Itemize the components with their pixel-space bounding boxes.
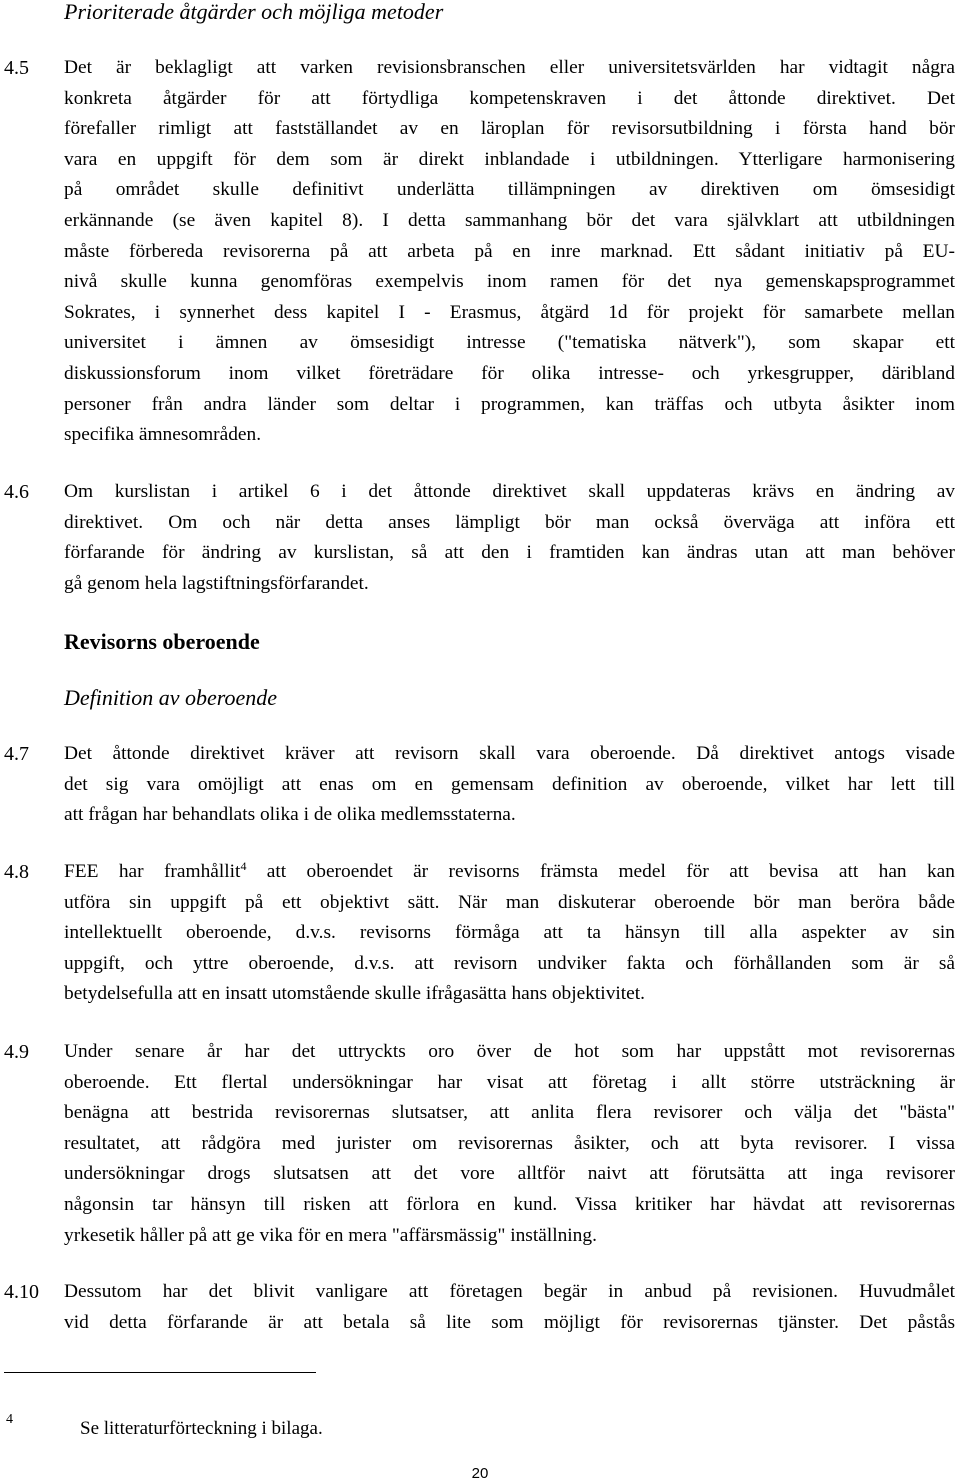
text-line: oberoende. Ett flertal undersökningar har visat att företag i allt större utsträckning är <box>64 1071 955 1093</box>
text-line: måste förbereda revisorerna på att arbeta på en inre marknad. Ett sådant initiativ på EU- <box>64 240 955 262</box>
text-line: Under senare år har det uttryckts oro över de hot som har uppstått mot revisorernas <box>64 1041 955 1062</box>
text-line: Sokrates, i synnerhet dess kapitel I - Erasmus, åtgärd 1d för projekt för samarbete mellan <box>64 301 955 323</box>
paragraph-number: 4.6 <box>4 481 29 503</box>
text-line: det sig vara omöjligt att enas om en gemensam definition av oberoende, vilket har lett till <box>64 773 955 795</box>
text-line: nivå skulle kunna genomföras exempelvis inom ramen för det nya gemenskapsprogrammet <box>64 271 955 293</box>
text-line: på området skulle definitivt underlätta tillämpningen av direktiven om ömsesidigt <box>64 179 955 201</box>
footnote-reference: 4 <box>240 859 247 873</box>
paragraph-text <box>64 739 955 831</box>
text-line: undersökningar drogs slutsatsen att det vore alltför naivt att förutsätta att inga revisorer <box>64 1163 955 1185</box>
page-number: 20 <box>471 1465 489 1482</box>
text-line: diskussionsforum inom vilket företrädare för olika intresse- och yrkesgrupper, däribland <box>64 362 955 384</box>
text-line: någonsin tar hänsyn till risken att förlora en kund. Vissa kritiker har hävdat att revisorernas <box>64 1193 955 1215</box>
paragraph-text <box>64 53 955 451</box>
paragraph-text <box>64 1277 955 1338</box>
text-line: intellektuellt oberoende, d.v.s. revisorns förmåga att ta hänsyn till alla aspekter av sin <box>64 922 955 944</box>
text-fragment: att oberoendet är revisorns främsta medel för att bevisa att han kan <box>246 861 955 882</box>
text-line: förefaller rimligt att fastställandet av en läroplan för revisorsutbildning i första hand bör <box>64 118 955 140</box>
text-line: universitet i ämnen av ömsesidigt intresse ("tematiska nätverk"), som skapar ett <box>64 332 955 354</box>
text-line: Om kurslistan i artikel 6 i det åttonde direktivet skall uppdateras krävs en ändring av <box>64 481 955 502</box>
footnote-text: Se litteraturförteckning i bilaga. <box>80 1418 323 1439</box>
paragraph-text <box>64 477 955 599</box>
text-line: erkännande (se även kapitel 8). I detta sammanhang bör det vara självklart att utbildningen <box>64 209 955 231</box>
text-line: att frågan har behandlats olika i de olika medlemsstaterna. <box>64 804 516 826</box>
subheading-definition: Definition av oberoende <box>64 685 278 710</box>
paragraph-text <box>64 1037 955 1251</box>
text-line: betydelsefulla att en insatt utomstående skulle ifrågasätta hans objektivitet. <box>64 983 646 1005</box>
paragraph-number: 4.7 <box>4 743 29 765</box>
footnote-separator <box>4 1372 316 1373</box>
text-line: resultatet, att rådgöra med jurister om revisorernas åsikter, och att byta revisorer. I vissa <box>64 1132 955 1154</box>
paragraph-number: 4.5 <box>4 57 29 79</box>
text-line: Det är beklagligt att varken revisionsbranschen eller universitetsvärlden har vidtagit några <box>64 57 955 78</box>
paragraph-number: 4.9 <box>4 1041 29 1063</box>
text-line: Dessutom har det blivit vanligare att företagen begär in anbud på revisionen. Huvudmålet <box>64 1281 955 1302</box>
text-fragment: FEE har framhållit <box>64 861 241 882</box>
text-line: konkreta åtgärder för att förtydliga kompetenskraven i det åttonde direktivet. Det <box>64 87 955 109</box>
text-line: uppgift, och yttre oberoende, d.v.s. att revisorn undviker fakta och förhållanden som är så <box>64 952 955 974</box>
text-line: vid detta förfarande är att betala så lite som möjligt för revisorernas tjänster. Det påstås <box>64 1311 955 1333</box>
text-line: yrkesetik håller på att ge vika för en mera "affärsmässig" inställning. <box>64 1224 597 1246</box>
section-heading-independence: Revisorns oberoende <box>64 629 260 654</box>
footnote-number: 4 <box>6 1412 13 1427</box>
subheading-priorities: Prioriterade åtgärder och möjliga metoder <box>64 0 444 24</box>
text-line: utföra sin uppgift på ett objektivt sätt. När man diskuterar oberoende bör man beröra både <box>64 891 955 913</box>
text-line: benägna att bestrida revisorernas slutsatser, att anlita flera revisorer och välja det "bästa" <box>64 1102 955 1124</box>
paragraph-text <box>64 857 955 1010</box>
paragraph-number: 4.10 <box>4 1281 39 1303</box>
text-line: vara en uppgift för dem som är direkt inblandade i utbildningen. Ytterligare harmonisering <box>64 148 955 170</box>
text-line: direktivet. Om och när detta anses lämpligt bör man också överväga att införa ett <box>64 511 955 533</box>
text-line: personer från andra länder som deltar i programmen, kan träffas och utbyta åsikter inom <box>64 393 955 415</box>
text-line <box>64 857 955 888</box>
text-line: specifika ämnesområden. <box>64 424 262 446</box>
text-line: gå genom hela lagstiftningsförfarandet. <box>64 572 369 594</box>
text-line: förfarande för ändring av kurslistan, så att den i framtiden kan ändras utan att man behöver <box>64 542 955 564</box>
paragraph-number: 4.8 <box>4 861 29 883</box>
text-line: Det åttonde direktivet kräver att revisorn skall vara oberoende. Då direktivet antogs visade <box>64 743 955 764</box>
